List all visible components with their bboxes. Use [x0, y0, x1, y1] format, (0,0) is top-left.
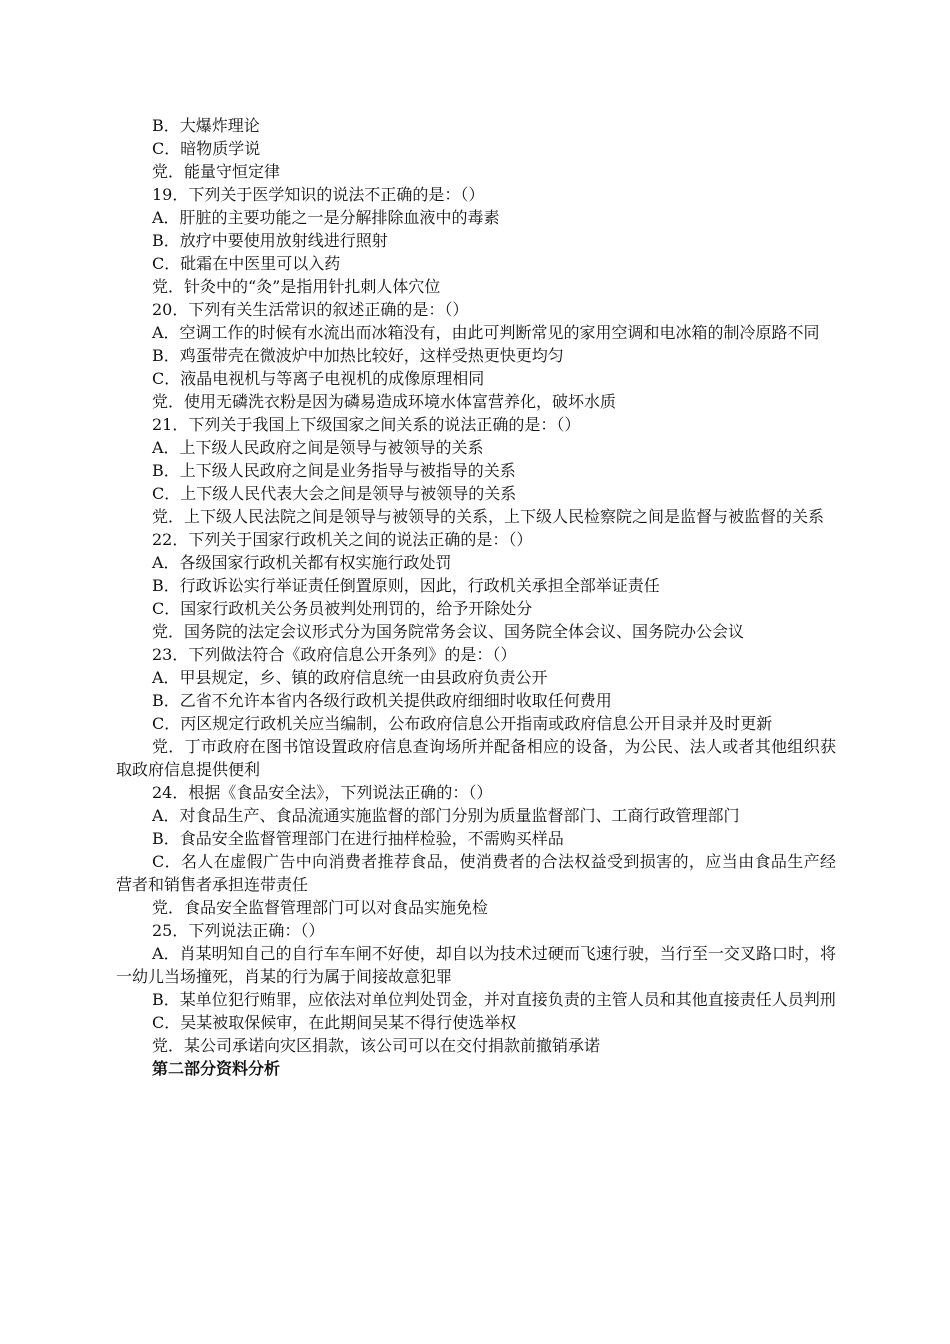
text-line: 党．食品安全监督管理部门可以对食品实施免检	[152, 898, 489, 917]
text-line: C．名人在虚假广告中向消费者推荐食品，使消费者的合法权益受到损害的，应当由食品生产经营者和销售者承担连带责任	[116, 852, 836, 894]
text-line: 党．某公司承诺向灾区捐款，该公司可以在交付捐款前撤销承诺	[152, 1036, 601, 1055]
text-line: B．行政诉讼实行举证责任倒置原则，因此，行政机关承担全部举证责任	[152, 576, 660, 595]
text-line: 党．国务院的法定会议形式分为国务院常务会议、国务院全体会议、国务院办公会议	[152, 622, 745, 641]
question-22: 22．下列关于国家行政机关之间的说法正确的是：（）	[152, 530, 533, 549]
question-19: 19．下列关于医学知识的说法不正确的是：（）	[152, 185, 485, 204]
question-25: 25．下列说法正确：（）	[152, 921, 325, 940]
text-line: A．对食品生产、食品流通实施监督的部门分别为质量监督部门、工商行政管理部门	[152, 806, 740, 825]
text-line: C．国家行政机关公务员被判处刑罚的，给予开除处分	[152, 599, 533, 618]
text-line: A．肝脏的主要功能之一是分解排除血液中的毒素	[152, 208, 500, 227]
question-24: 24．根据《食品安全法》，下列说法正确的：（）	[152, 783, 493, 802]
text-line: B．乙省不允许本省内各级行政机关提供政府细细时收取任何费用	[152, 691, 612, 710]
question-23: 23．下列做法符合《政府信息公开条列》的是：（）	[152, 645, 517, 664]
text-line: C．暗物质学说	[152, 139, 261, 158]
text-line: 党．针灸中的“灸”是指用针扎刺人体穴位	[152, 277, 441, 296]
text-line: A．空调工作的时候有水流出而冰箱没有，由此可判断常见的家用空调和电冰箱的制冷原路不同	[152, 323, 820, 342]
text-line: B．鸡蛋带壳在微波炉中加热比较好，这样受热更快更均匀	[152, 346, 564, 365]
document-page	[116, 114, 836, 1080]
text-line: B．放疗中要使用放射线进行照射	[152, 231, 388, 250]
question-21: 21．下列关于我国上下级国家之间关系的说法正确的是：（）	[152, 415, 581, 434]
section-heading: 第二部分资料分析	[152, 1059, 281, 1078]
text-line: A．各级国家行政机关都有权实施行政处罚	[152, 553, 452, 572]
text-line: B．食品安全监督管理部门在进行抽样检验，不需购买样品	[152, 829, 564, 848]
text-line: 党．使用无磷洗衣粉是因为磷易造成环境水体富营养化，破坏水质	[152, 392, 617, 411]
text-line: B．大爆炸理论	[152, 116, 260, 135]
text-line: C．液晶电视机与等离子电视机的成像原理相同	[152, 369, 485, 388]
text-line: A．肖某明知自己的自行车车闸不好使，却自以为技术过硬而飞速行驶，当行至一交叉路口时，将一幼儿当场撞死，肖某的行为属于间接故意犯罪	[116, 944, 836, 986]
text-line: C．吴某被取保候审，在此期间吴某不得行使选举权	[152, 1013, 517, 1032]
text-line: B．某单位犯行贿罪，应依法对单位判处罚金，并对直接负责的主管人员和其他直接责任人员判刑	[152, 990, 836, 1009]
question-20: 20．下列有关生活常识的叙述正确的是：（）	[152, 300, 469, 319]
text-line: A．上下级人民政府之间是领导与被领导的关系	[152, 438, 484, 457]
text-line: C．丙区规定行政机关应当编制，公布政府信息公开指南或政府信息公开目录并及时更新	[152, 714, 773, 733]
text-line: C．砒霜在中医里可以入药	[152, 254, 341, 273]
text-line: C．上下级人民代表大会之间是领导与被领导的关系	[152, 484, 517, 503]
text-line: A．甲县规定，乡、镇的政府信息统一由县政府负责公开	[152, 668, 548, 687]
text-line: 党．能量守恒定律	[152, 162, 281, 181]
text-line: B．上下级人民政府之间是业务指导与被指导的关系	[152, 461, 516, 480]
text-line: 党．丁市政府在图书馆设置政府信息查询场所并配备相应的设备，为公民、法人或者其他组织获取政府信息提供便利	[116, 737, 836, 779]
text-line: 党．上下级人民法院之间是领导与被领导的关系，上下级人民检察院之间是监督与被监督的关系	[152, 507, 825, 526]
